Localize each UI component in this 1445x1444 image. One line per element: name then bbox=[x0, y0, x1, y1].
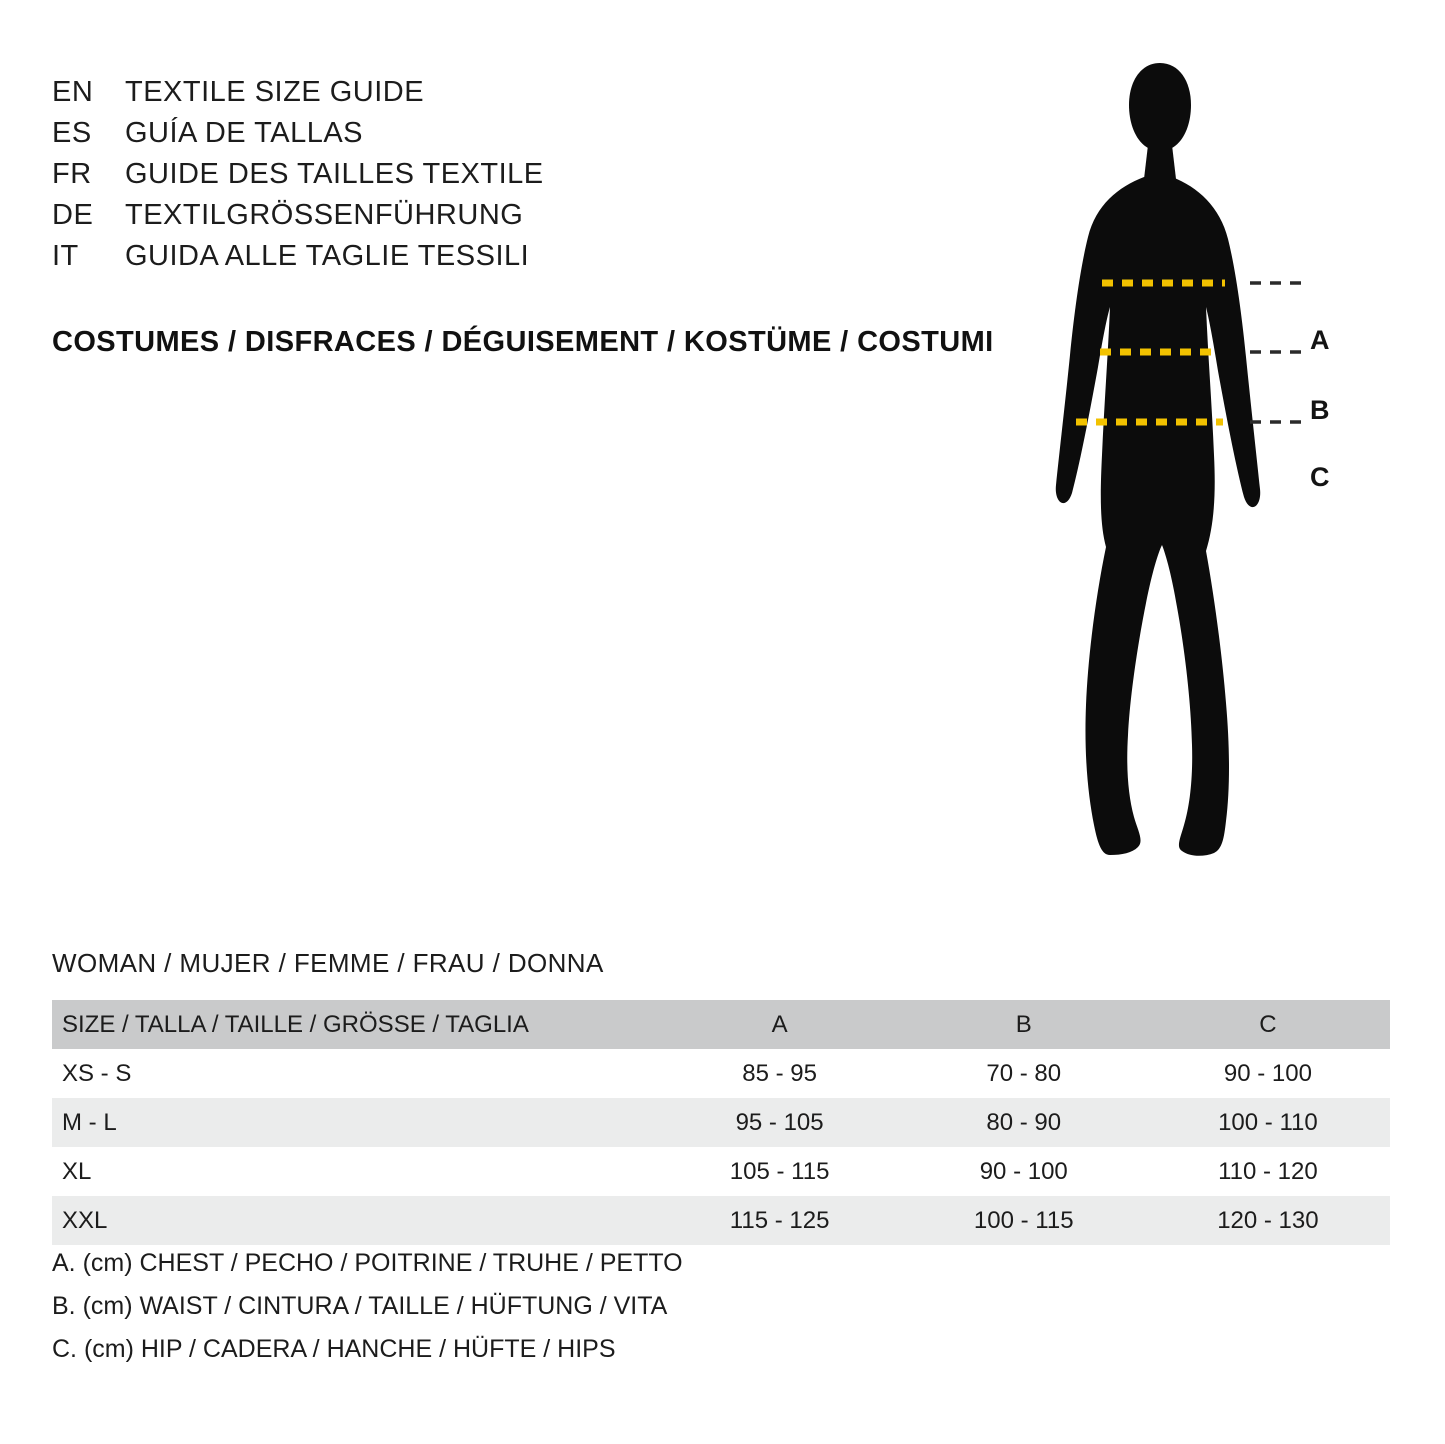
language-title-block bbox=[52, 72, 1032, 277]
legend-line-c: C. (cm) HIP / CADERA / HANCHE / HÜFTE / HIPS bbox=[52, 1335, 616, 1363]
table-header-size: SIZE / TALLA / TAILLE / GRÖSSE / TAGLIA bbox=[62, 1010, 529, 1038]
table-cell-a: 115 - 125 bbox=[729, 1206, 830, 1234]
table-cell-c: 100 - 110 bbox=[1218, 1108, 1318, 1136]
language-text-en: TEXTILE SIZE GUIDE bbox=[125, 76, 425, 108]
table-cell-size: XL bbox=[62, 1157, 92, 1185]
table-row bbox=[52, 1147, 1390, 1196]
language-text-es: GUÍA DE TALLAS bbox=[125, 117, 364, 149]
table-cell-b: 100 - 115 bbox=[973, 1206, 1074, 1234]
table-cell-c: 110 - 120 bbox=[1218, 1157, 1318, 1185]
language-text-fr: GUIDE DES TAILLES TEXTILE bbox=[125, 158, 544, 190]
measurement-lines bbox=[1010, 55, 1390, 885]
language-row-de bbox=[52, 195, 1032, 236]
language-code-de: DE bbox=[52, 199, 94, 231]
table-row bbox=[52, 1196, 1390, 1245]
figure-area bbox=[1010, 55, 1390, 885]
language-row-es bbox=[52, 113, 1032, 154]
language-code-en: EN bbox=[52, 76, 94, 108]
language-code-fr: FR bbox=[52, 158, 92, 190]
size-table bbox=[52, 1000, 1390, 1245]
language-text-it: GUIDA ALLE TAGLIE TESSILI bbox=[125, 240, 530, 272]
table-header-a: A bbox=[771, 1010, 788, 1038]
table-cell-a: 105 - 115 bbox=[729, 1157, 830, 1185]
language-code-it: IT bbox=[52, 240, 79, 272]
table-cell-b: 80 - 90 bbox=[986, 1108, 1062, 1136]
table-header-c: C bbox=[1259, 1010, 1277, 1038]
table-cell-size: M - L bbox=[62, 1108, 117, 1136]
language-text-de: TEXTILGRÖSSENFÜHRUNG bbox=[125, 199, 524, 231]
table-cell-a: 85 - 95 bbox=[742, 1059, 817, 1087]
table-cell-a: 95 - 105 bbox=[735, 1108, 824, 1136]
table-cell-b: 70 - 80 bbox=[986, 1059, 1062, 1087]
marker-label-c: C bbox=[1310, 462, 1330, 492]
marker-label-b: B bbox=[1310, 395, 1330, 425]
table-header-row bbox=[52, 1000, 1390, 1049]
legend-line-a: A. (cm) CHEST / PECHO / POITRINE / TRUHE / PETTO bbox=[52, 1249, 683, 1277]
table-cell-c: 90 - 100 bbox=[1223, 1059, 1312, 1087]
table-title: WOMAN / MUJER / FEMME / FRAU / DONNA bbox=[52, 948, 604, 978]
table-cell-size: XXL bbox=[62, 1206, 108, 1234]
language-code-es: ES bbox=[52, 117, 92, 149]
language-row-en bbox=[52, 72, 1032, 113]
table-cell-c: 120 - 130 bbox=[1217, 1206, 1319, 1234]
table-cell-b: 90 - 100 bbox=[979, 1157, 1068, 1185]
table-row bbox=[52, 1049, 1390, 1098]
table-row bbox=[52, 1098, 1390, 1147]
table-header-b: B bbox=[1015, 1010, 1032, 1038]
table-cell-size: XS - S bbox=[62, 1059, 132, 1087]
legend-line-b: B. (cm) WAIST / CINTURA / TAILLE / HÜFTUNG / VITA bbox=[52, 1292, 668, 1320]
language-row-fr bbox=[52, 154, 1032, 195]
language-row-it bbox=[52, 236, 1032, 277]
measurement-legend bbox=[52, 1242, 683, 1371]
category-heading: COSTUMES / DISFRACES / DÉGUISEMENT / KOSTÜME / COSTUMI bbox=[52, 326, 994, 358]
marker-label-a: A bbox=[1310, 325, 1330, 355]
